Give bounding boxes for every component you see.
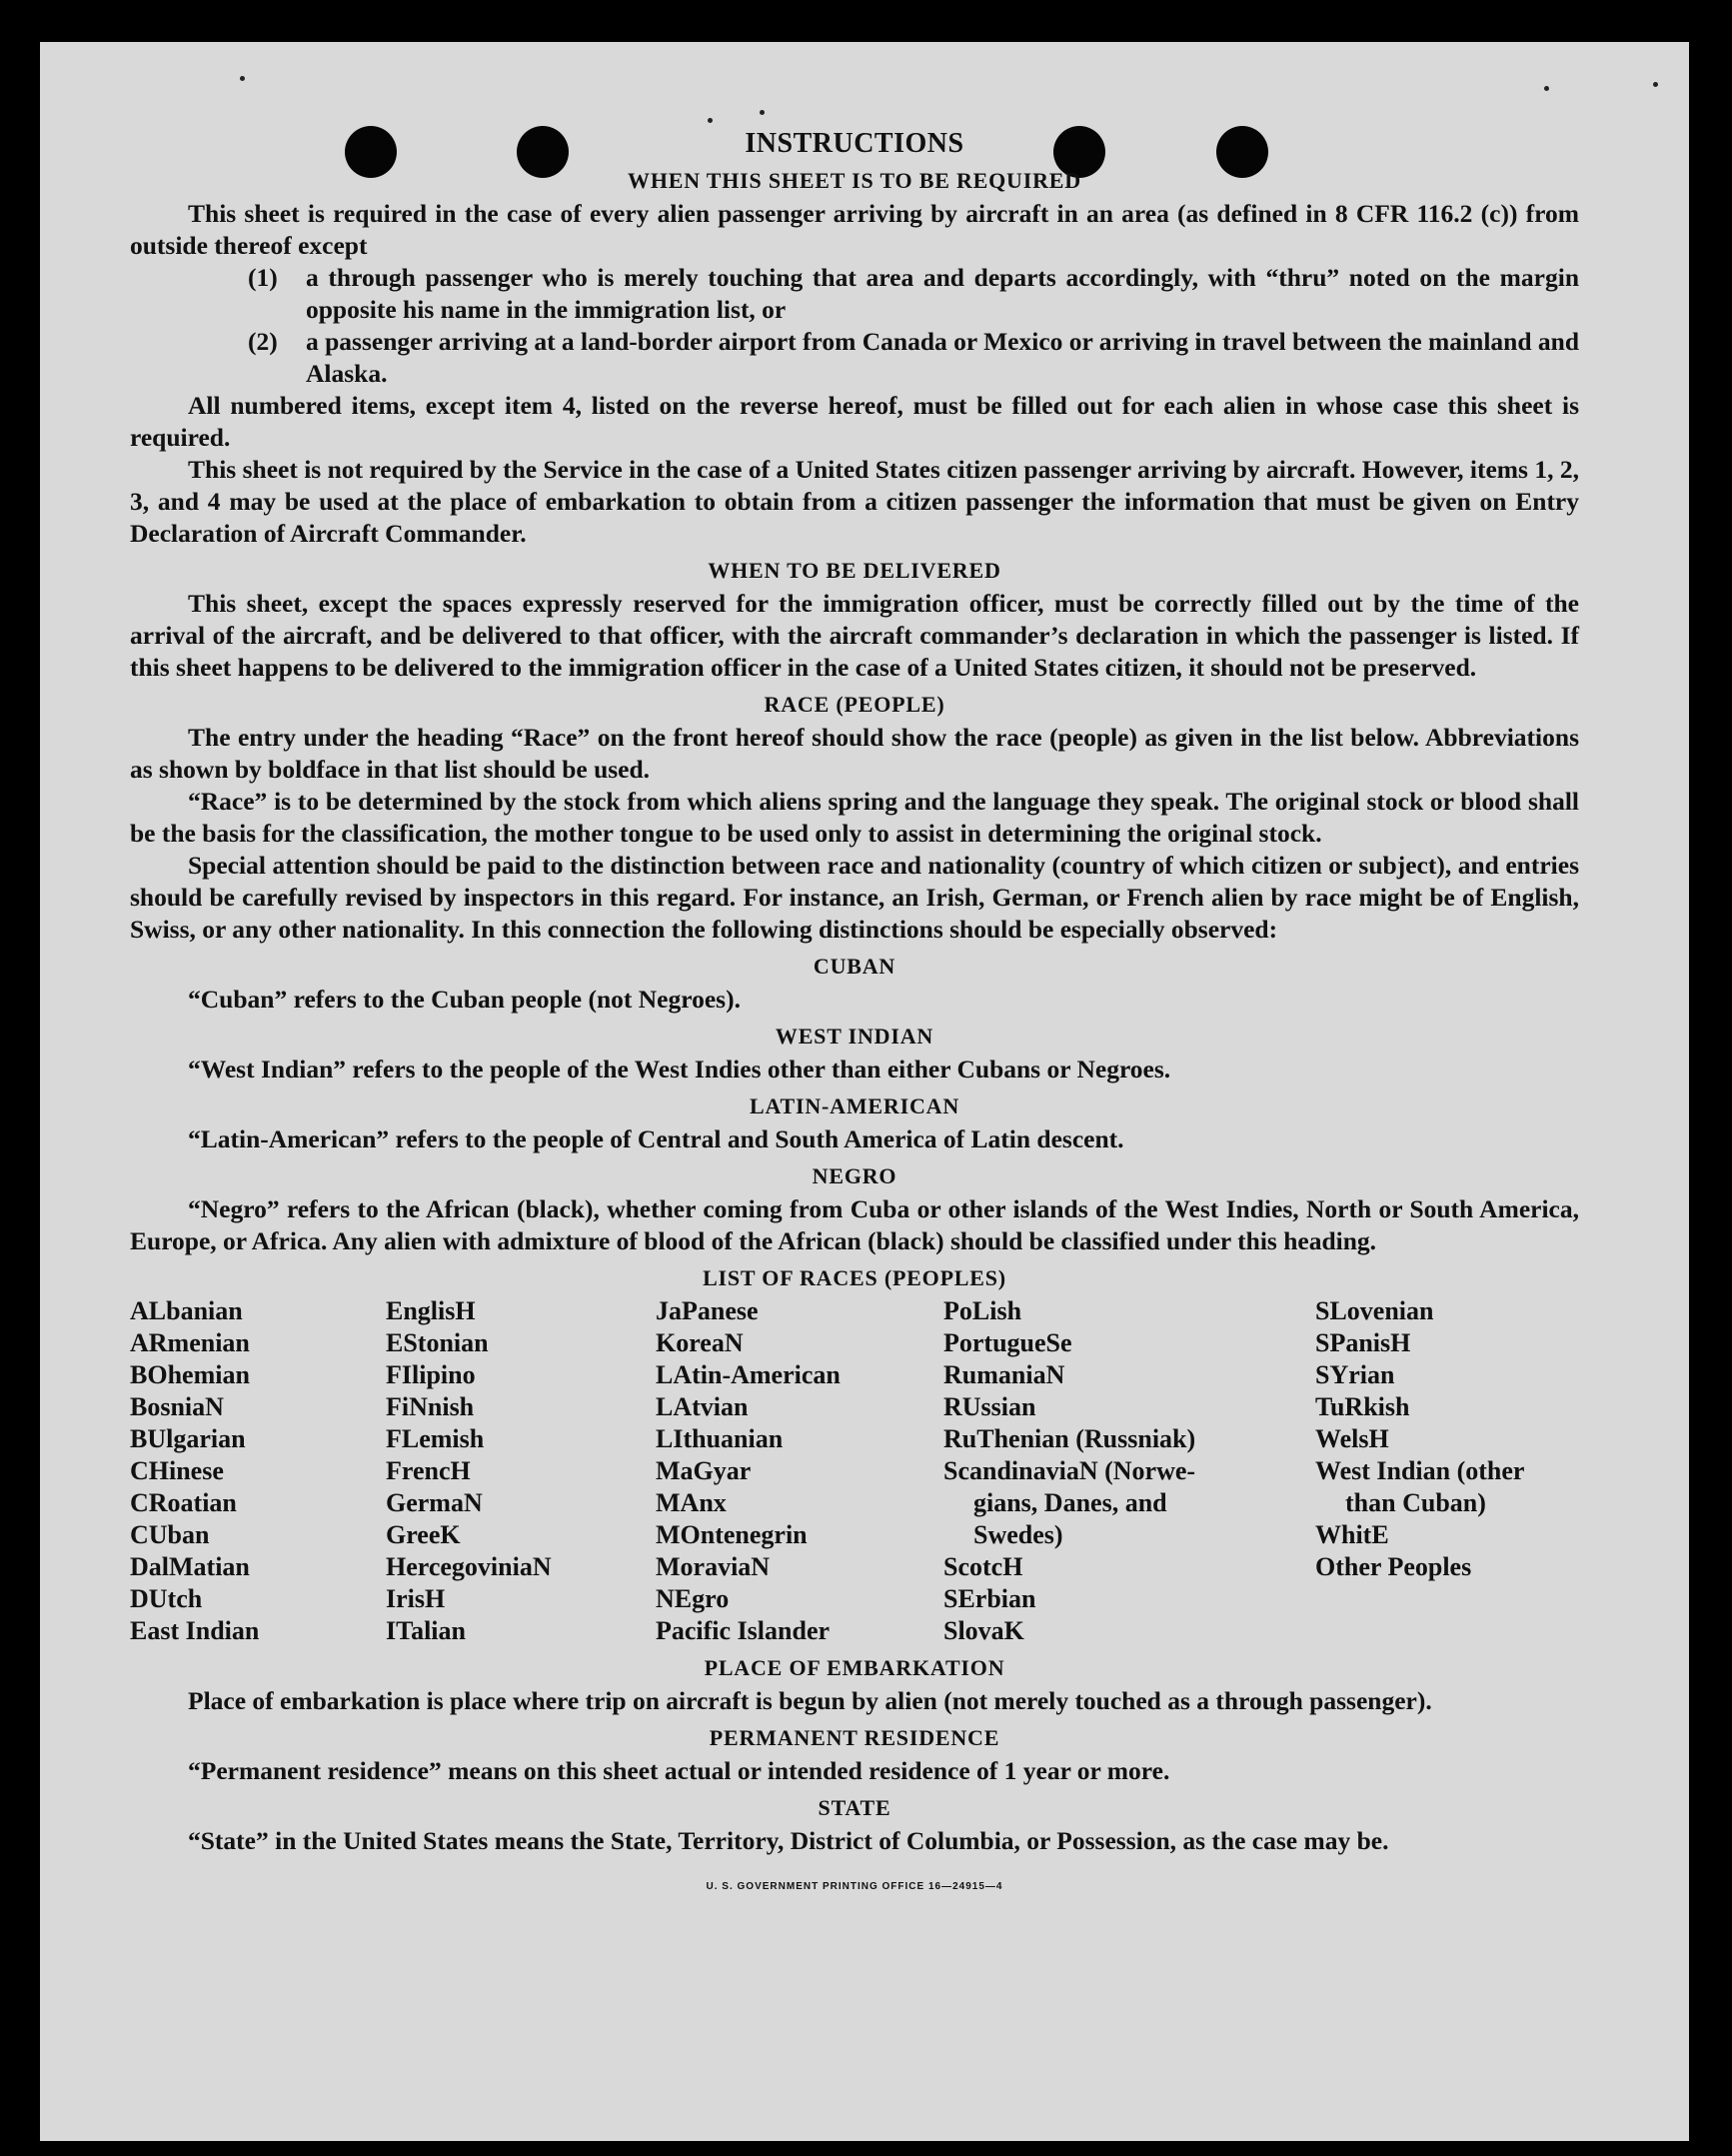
race-entry: MoraviaN [656, 1552, 771, 1581]
race-entry: JaPanese [656, 1296, 759, 1325]
race-column [386, 1295, 656, 1647]
race-entry: East Indian [130, 1616, 260, 1645]
race-entry: EStonian [386, 1328, 489, 1357]
race-column [130, 1295, 386, 1647]
race-entry: gians, Danes, and [973, 1488, 1167, 1517]
item-text: a through passenger who is merely touching that area and departs accordingly, with “thru” noted on the margin opposite his name in the immigration list, or [306, 263, 1579, 324]
race-entry: BUlgarian [130, 1424, 246, 1453]
race-entry: Pacific Islander [656, 1616, 831, 1645]
race-entry: MOntenegrin [656, 1520, 808, 1549]
race-entry: DUtch [130, 1584, 203, 1613]
race-entry: EnglisH [386, 1296, 476, 1325]
paragraph: The entry under the heading “Race” on the front hereof should show the race (people) as given in the list below. Abbreviations as shown by boldface in that list should be used. [130, 723, 1579, 784]
race-entry: FLemish [386, 1424, 485, 1453]
speck [1653, 82, 1658, 87]
heading-list-of-races: LIST OF RACES (PEOPLES) [703, 1265, 1006, 1290]
item-text: a passenger arriving at a land-border airport from Canada or Mexico or arriving in travel between the mainland and Alaska. [306, 327, 1580, 388]
race-entry: WelsH [1315, 1424, 1389, 1453]
race-entry: FiNnish [386, 1392, 475, 1421]
race-entry: FIlipino [386, 1360, 476, 1389]
page-title: INSTRUCTIONS [745, 128, 964, 159]
race-entry: BosniaN [130, 1392, 224, 1421]
heading-west-indian: WEST INDIAN [775, 1024, 934, 1049]
race-entry: TuRkish [1315, 1392, 1410, 1421]
race-entry: RumaniaN [943, 1360, 1065, 1389]
race-entry: ScotcH [943, 1552, 1023, 1581]
heading-negro: NEGRO [812, 1163, 897, 1188]
race-entry: ALbanian [130, 1296, 243, 1325]
speck [1544, 86, 1549, 91]
heading-permanent-residence: PERMANENT RESIDENCE [709, 1725, 1000, 1750]
race-entry: than Cuban) [1345, 1488, 1486, 1517]
race-entry: ARmenian [130, 1328, 250, 1357]
race-entry: Swedes) [973, 1520, 1063, 1549]
race-entry: SErbian [943, 1584, 1036, 1613]
race-entry: MAnx [656, 1488, 727, 1517]
race-entry: Other Peoples [1315, 1552, 1472, 1581]
race-entry: KoreaN [656, 1328, 744, 1357]
race-entry: BOhemian [130, 1360, 250, 1389]
item-number: (2) [248, 327, 278, 356]
race-entry: RUssian [943, 1392, 1036, 1421]
race-entry: ITalian [386, 1616, 466, 1645]
heading-cuban: CUBAN [813, 954, 896, 979]
race-entry: GreeK [386, 1520, 461, 1549]
paragraph: “State” in the United States means the State, Territory, District of Columbia, or Possession, as the case may be. [188, 1826, 1389, 1855]
printer-imprint: U. S. GOVERNMENT PRINTING OFFICE 16—24915—4 [706, 1881, 1003, 1892]
race-entry: GermaN [386, 1488, 483, 1517]
heading-embarkation: PLACE OF EMBARKATION [704, 1655, 1005, 1680]
race-entry: FrencH [386, 1456, 471, 1485]
race-column [943, 1295, 1315, 1647]
paragraph: “Negro” refers to the African (black), whether coming from Cuba or other islands of the West Indies, North or South America, Europe, or Africa. Any alien with admixture of blood of the African (black) should be classified under this heading. [130, 1194, 1579, 1255]
race-entry: PoLish [943, 1296, 1022, 1325]
paragraph: “Race” is to be determined by the stock from which aliens spring and the language they speak. The original stock or blood shall be the basis for the classification, the mother tongue to be used only to assist in determining the original stock. [130, 787, 1579, 848]
paragraph: “Permanent residence” means on this sheet actual or intended residence of 1 year or more. [188, 1756, 1170, 1785]
race-entry: NEgro [656, 1584, 730, 1613]
paragraph: “West Indian” refers to the people of the West Indies other than either Cubans or Negroes. [188, 1055, 1171, 1083]
race-entry: RuThenian (Russniak) [943, 1424, 1196, 1453]
document-content [130, 128, 1579, 1903]
race-entry: West Indian (other [1315, 1456, 1525, 1485]
race-entry: LIthuanian [656, 1424, 784, 1453]
heading-required: WHEN THIS SHEET IS TO BE REQUIRED [628, 168, 1081, 193]
race-entry: LAtvian [656, 1392, 749, 1421]
race-entry: IrisH [386, 1584, 446, 1613]
race-list [130, 1295, 1579, 1647]
item-number: (1) [248, 263, 278, 292]
heading-latin-american: LATIN-AMERICAN [749, 1093, 960, 1118]
race-entry: SLovenian [1315, 1296, 1434, 1325]
race-entry: ScandinaviaN (Norwe- [943, 1456, 1196, 1485]
race-entry: WhitE [1315, 1520, 1389, 1549]
race-entry: SYrian [1315, 1360, 1395, 1389]
numbered-item [130, 326, 1579, 390]
paragraph: “Latin-American” refers to the people of Central and South America of Latin descent. [188, 1124, 1124, 1153]
speck [708, 118, 713, 123]
paragraph: This sheet is not required by the Service in the case of a United States citizen passenger arriving by aircraft. However, items 1, 2, 3, and 4 may be used at the place of embarkation to obtain from a citizen passenger the information that must be given on Entry Declaration of Aircraft Commander. [130, 455, 1579, 548]
race-entry: SPanisH [1315, 1328, 1411, 1357]
paragraph: Special attention should be paid to the distinction between race and nationality (country of which citizen or subject), and entries should be carefully revised by inspectors in this regard. For instance, an Irish, German, or French alien by race might be of English, Swiss, or any other nationality. In this connection the following distinctions should be especially observed: [130, 851, 1579, 944]
race-column [1315, 1295, 1579, 1647]
race-entry: MaGyar [656, 1456, 752, 1485]
heading-race: RACE (PEOPLE) [764, 692, 945, 717]
race-entry: LAtin-American [656, 1360, 841, 1389]
race-entry: CUban [130, 1520, 210, 1549]
speck [240, 76, 245, 81]
speck [760, 110, 765, 115]
numbered-item [130, 262, 1579, 326]
race-entry: CRoatian [130, 1488, 237, 1517]
heading-state: STATE [818, 1795, 891, 1820]
paragraph: “Cuban” refers to the Cuban people (not Negroes). [188, 985, 741, 1014]
paragraph: This sheet is required in the case of every alien passenger arriving by aircraft in an area (as defined in 8 CFR 116.2 (c)) from outside thereof except [130, 199, 1579, 260]
paragraph: This sheet, except the spaces expressly reserved for the immigration officer, must be correctly filled out by the time of the arrival of the aircraft, and be delivered to that officer, with the aircraft commander’s declaration in which the passenger is listed. If this sheet happens to be delivered to the immigration officer in the case of a United States citizen, it should not be preserved. [130, 589, 1579, 682]
race-entry: SlovaK [943, 1616, 1024, 1645]
race-entry: CHinese [130, 1456, 224, 1485]
heading-delivered: WHEN TO BE DELIVERED [708, 558, 1001, 583]
race-entry: DalMatian [130, 1552, 250, 1581]
race-column [656, 1295, 943, 1647]
paragraph: All numbered items, except item 4, listed on the reverse hereof, must be filled out for each alien in whose case this sheet is required. [130, 391, 1579, 452]
race-entry: PortugueSe [943, 1328, 1072, 1357]
race-entry: HercegoviniaN [386, 1552, 552, 1581]
paragraph: Place of embarkation is place where trip on aircraft is begun by alien (not merely touched as a through passenger). [188, 1686, 1432, 1715]
